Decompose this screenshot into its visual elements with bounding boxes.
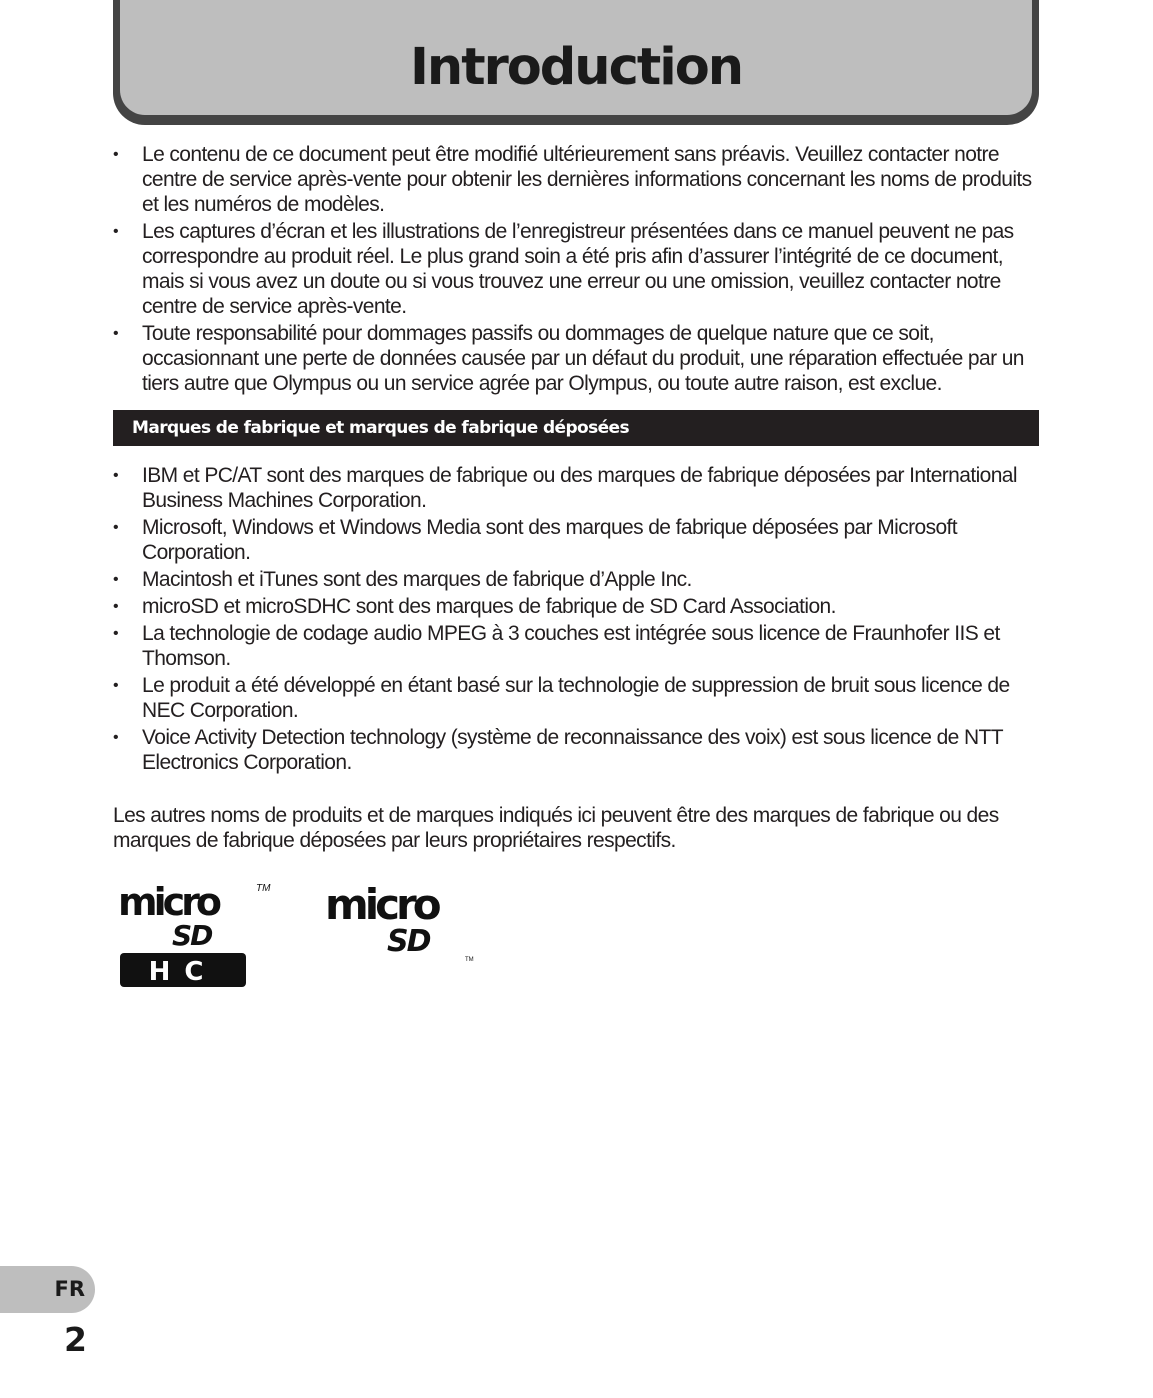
list-item bbox=[113, 567, 1039, 592]
bullet-icon: • bbox=[113, 146, 119, 163]
list-item bbox=[113, 321, 1039, 396]
page-content bbox=[113, 142, 1039, 999]
bullet-icon: • bbox=[113, 729, 119, 746]
page-title: Introduction bbox=[409, 38, 743, 97]
title-banner bbox=[113, 0, 1039, 122]
closing-paragraph: Les autres noms de produits et de marques indiqués ici peuvent être des marques de fabrique ou des marques de fabrique déposées par leurs propriétaires respectifs. bbox=[113, 804, 999, 852]
logo-word: micro bbox=[325, 881, 438, 929]
list-item-text: Le contenu de ce document peut être modifié ultérieurement sans préavis. Veuillez contacter notre centre de service après-vente pour obtenir les dernières informations concernant les noms de produits et les numéros de modèles. bbox=[142, 143, 1032, 216]
list-item-text: Voice Activity Detection technology (système de reconnaissance des voix) est sous licence de NTT Electronics Corporation. bbox=[142, 726, 1003, 774]
bullet-icon: • bbox=[113, 625, 119, 642]
hc-badge-text: HC bbox=[148, 957, 218, 987]
bullet-icon: • bbox=[113, 519, 119, 536]
section-heading: Marques de fabrique et marques de fabrique déposées bbox=[113, 410, 1039, 446]
list-item bbox=[113, 463, 1039, 513]
list-item bbox=[113, 219, 1039, 319]
list-item-text: Le produit a été développé en étant basé sur la technologie de suppression de bruit sous licence de NEC Corporation. bbox=[142, 674, 1010, 722]
list-item bbox=[113, 673, 1039, 723]
list-item bbox=[113, 594, 1039, 619]
logo-tm: TM bbox=[465, 957, 474, 963]
list-item-text: Les captures d’écran et les illustrations de l’enregistreur présentées dans ce manuel peuvent ne pas correspondre au produit réel. Le plus grand soin a été pris afin d’assurer l’intégrité de ce document, mais si vous avez un doute ou si vous trouvez une erreur ou une omission, veuillez contacter notre centre de service après-vente. bbox=[142, 220, 1014, 318]
language-tab: FR bbox=[0, 1266, 95, 1313]
bullet-icon: • bbox=[113, 467, 119, 484]
logo-row bbox=[113, 879, 1039, 999]
list-item bbox=[113, 142, 1039, 217]
list-item bbox=[113, 621, 1039, 671]
list-item bbox=[113, 515, 1039, 565]
microsdhc-logo bbox=[118, 879, 278, 991]
list-item-text: Microsoft, Windows et Windows Media sont des marques de fabrique déposées par Microsoft Corporation. bbox=[142, 516, 958, 564]
list-item-text: Macintosh et iTunes sont des marques de fabrique d’Apple Inc. bbox=[142, 568, 692, 591]
logo-sd: SD bbox=[172, 919, 212, 952]
bullet-icon: • bbox=[113, 598, 119, 615]
bullet-icon: • bbox=[113, 325, 119, 342]
list-item-text: La technologie de codage audio MPEG à 3 couches est intégrée sous licence de Fraunhofer IIS et Thomson. bbox=[142, 622, 1000, 670]
logo-sd: SD bbox=[387, 924, 430, 959]
intro-list bbox=[113, 142, 1039, 396]
logo-word: micro bbox=[118, 880, 218, 924]
page-number: 2 bbox=[64, 1320, 87, 1359]
list-item-text: IBM et PC/AT sont des marques de fabrique ou des marques de fabrique déposées par International Business Machines Corporation. bbox=[142, 464, 1017, 512]
trademark-list bbox=[113, 463, 1039, 775]
microsd-logo bbox=[325, 881, 495, 965]
list-item-text: Toute responsabilité pour dommages passifs ou dommages de quelque nature que ce soit, occasionnant une perte de données causée par un défaut du produit, une réparation effectuée par un tiers autre que Olympus ou un service agrée par Olympus, ou toute autre raison, est exclue. bbox=[142, 322, 1024, 395]
bullet-icon: • bbox=[113, 223, 119, 240]
logo-tm: TM bbox=[256, 883, 271, 894]
list-item-text: microSD et microSDHC sont des marques de fabrique de SD Card Association. bbox=[142, 595, 836, 618]
list-item bbox=[113, 725, 1039, 775]
bullet-icon: • bbox=[113, 571, 119, 588]
bullet-icon: • bbox=[113, 677, 119, 694]
